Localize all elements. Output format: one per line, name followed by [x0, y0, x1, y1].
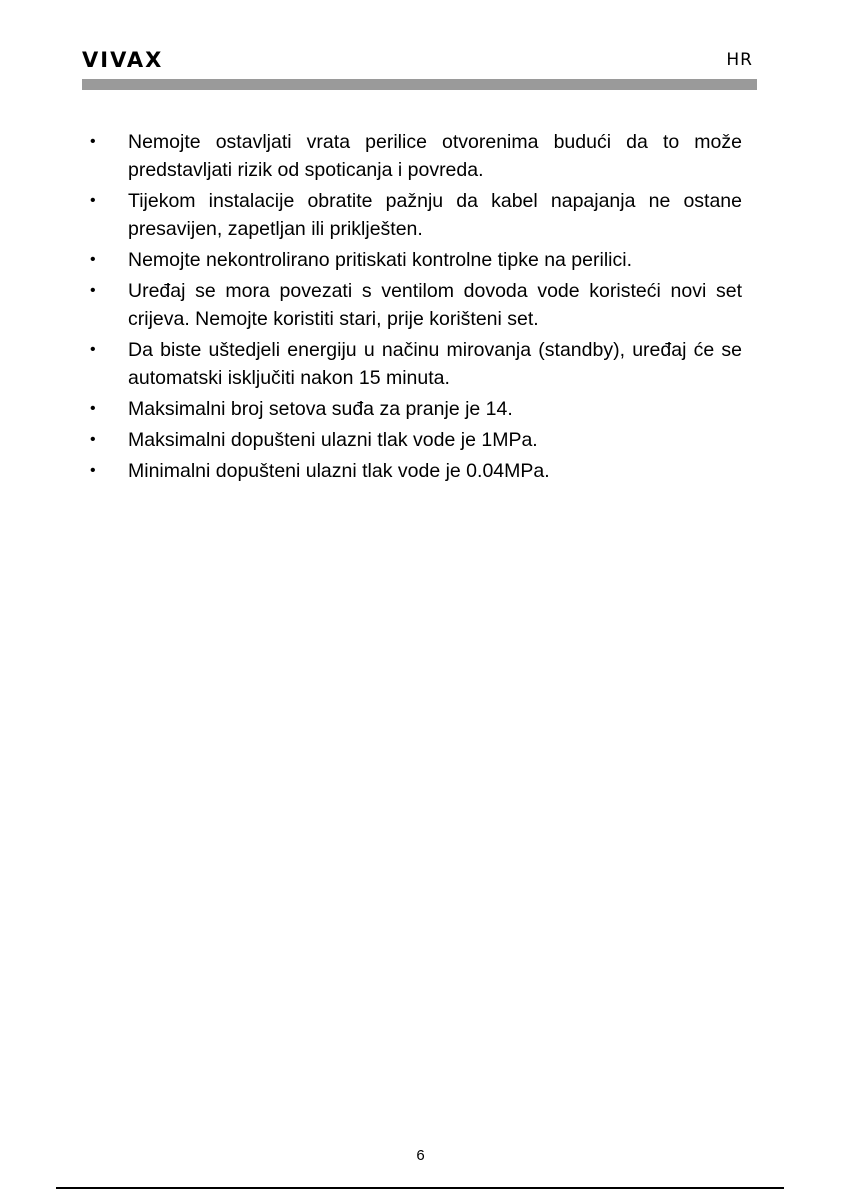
bullet-icon: •	[90, 341, 96, 358]
bullet-icon: •	[90, 251, 96, 268]
list-item	[82, 187, 742, 243]
bullet-icon: •	[90, 400, 96, 417]
list-item-text: Tijekom instalacije obratite pažnju da kabel napajanja ne ostane presavijen, zapetljan ili priklješten.	[128, 190, 742, 240]
list-item	[82, 426, 742, 454]
page-header	[82, 44, 757, 76]
bullet-icon: •	[90, 431, 96, 448]
bullet-icon: •	[90, 282, 96, 299]
bullet-icon: •	[90, 133, 96, 150]
list-item-text: Maksimalni broj setova suđa za pranje je 14.	[128, 398, 513, 420]
list-item	[82, 128, 742, 184]
list-item	[82, 336, 742, 392]
header-divider	[82, 79, 757, 90]
list-item	[82, 246, 742, 274]
list-item	[82, 457, 742, 485]
list-item-text: Maksimalni dopušteni ulazni tlak vode je 1MPa.	[128, 429, 538, 451]
safety-notes-list	[82, 128, 742, 488]
footer-divider	[56, 1187, 784, 1189]
list-item	[82, 277, 742, 333]
list-item-text: Da biste uštedjeli energiju u načinu mirovanja (standby), uređaj će se automatski isključiti nakon 15 minuta.	[128, 339, 742, 389]
list-item	[82, 395, 742, 423]
list-item-text: Uređaj se mora povezati s ventilom dovoda vode koristeći novi set crijeva. Nemojte koristiti stari, prije korišteni set.	[128, 280, 742, 330]
brand-logo: VIVAX	[82, 48, 164, 72]
list-item-text: Nemojte ostavljati vrata perilice otvorenima budući da to može predstavljati rizik od spoticanja i povreda.	[128, 131, 742, 181]
bullet-icon: •	[90, 462, 96, 479]
bullet-icon: •	[90, 192, 96, 209]
page-number: 6	[416, 1147, 425, 1164]
list-item-text: Minimalni dopušteni ulazni tlak vode je 0.04MPa.	[128, 460, 550, 482]
list-item-text: Nemojte nekontrolirano pritiskati kontrolne tipke na perilici.	[128, 249, 632, 271]
language-code: HR	[726, 50, 753, 70]
